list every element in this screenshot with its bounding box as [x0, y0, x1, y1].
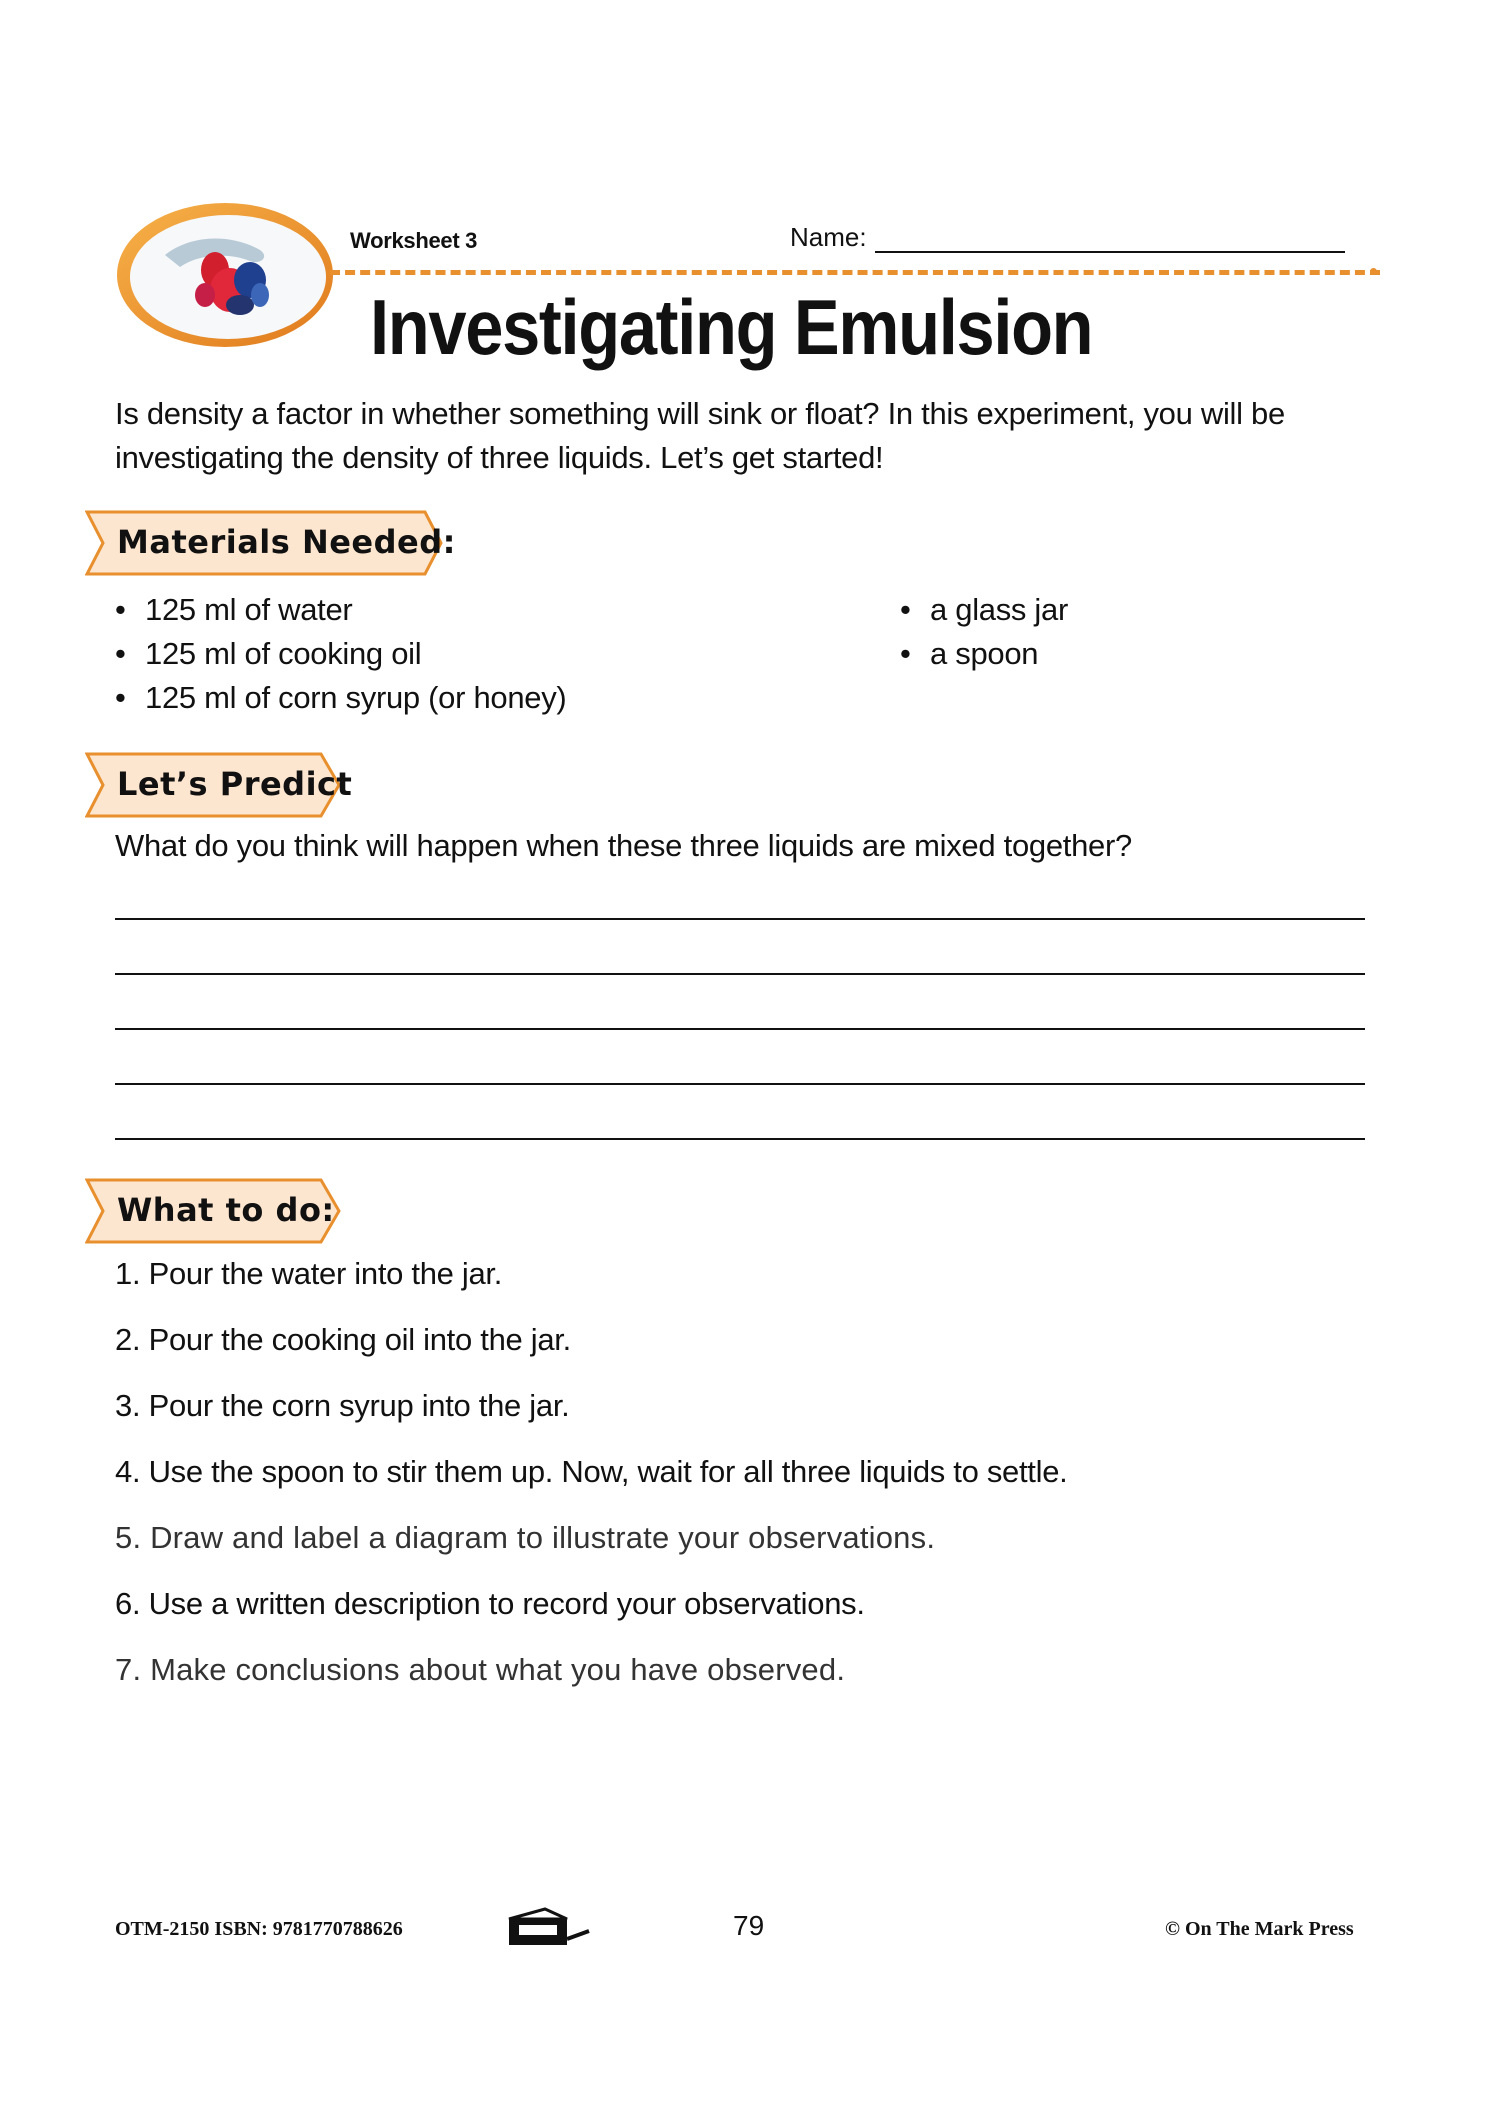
photocopier-icon [505, 1905, 595, 1950]
list-item: • 125 ml of water [115, 588, 566, 632]
answer-line[interactable] [115, 1138, 1365, 1140]
predict-heading-tab [85, 752, 353, 818]
list-item: • 125 ml of cooking oil [115, 632, 566, 676]
step-item: 2. Pour the cooking oil into the jar. [115, 1322, 571, 1357]
list-item: • 125 ml of corn syrup (or honey) [115, 676, 566, 720]
answer-line[interactable] [115, 973, 1365, 975]
predict-question: What do you think will happen when these three liquids are mixed together? [115, 828, 1132, 863]
step-item: 7. Make conclusions about what you have observed. [115, 1652, 846, 1687]
steps-list [115, 1252, 1067, 1714]
page-number: 79 [733, 1910, 765, 1941]
materials-heading-tab [85, 510, 456, 576]
name-label: Name: [790, 222, 867, 252]
what-to-do-heading: What to do: [117, 1191, 335, 1229]
what-to-do-heading-tab [85, 1178, 345, 1244]
worksheet-label: Worksheet 3 [350, 228, 478, 253]
step-item: 3. Pour the corn syrup into the jar. [115, 1388, 570, 1423]
answer-line[interactable] [115, 1028, 1365, 1030]
materials-list-right [900, 588, 1068, 676]
step-item: 6. Use a written description to record your observations. [115, 1586, 865, 1621]
materials-heading: Materials Needed: [117, 523, 456, 561]
step-item: 4. Use the spoon to stir them up. Now, wait for all three liquids to settle. [115, 1454, 1068, 1489]
emulsion-photo-logo [110, 195, 340, 355]
step-item: 1. Pour the water into the jar. [115, 1256, 503, 1291]
page-title: Investigating Emulsion [370, 283, 1093, 371]
footer-code-isbn: OTM-2150 ISBN: 9781770788626 [115, 1918, 403, 1940]
header-dashed-rule [330, 270, 1380, 275]
footer-copyright: © On The Mark Press [1165, 1918, 1354, 1940]
name-input-line[interactable] [875, 229, 1345, 253]
step-item: 5. Draw and label a diagram to illustrate your observations. [115, 1520, 936, 1555]
answer-line[interactable] [115, 918, 1365, 920]
answer-line[interactable] [115, 1083, 1365, 1085]
predict-heading: Let’s Predict [117, 765, 353, 803]
name-field-row [790, 222, 1345, 253]
materials-list-left [115, 588, 566, 720]
list-item: • a spoon [900, 632, 1068, 676]
list-item: • a glass jar [900, 588, 1068, 632]
intro-paragraph: Is density a factor in whether something will sink or float? In this experiment, you will be investigating the density of three liquids. Let’s get started! [115, 396, 1285, 475]
header-rule-dot [1370, 268, 1377, 275]
